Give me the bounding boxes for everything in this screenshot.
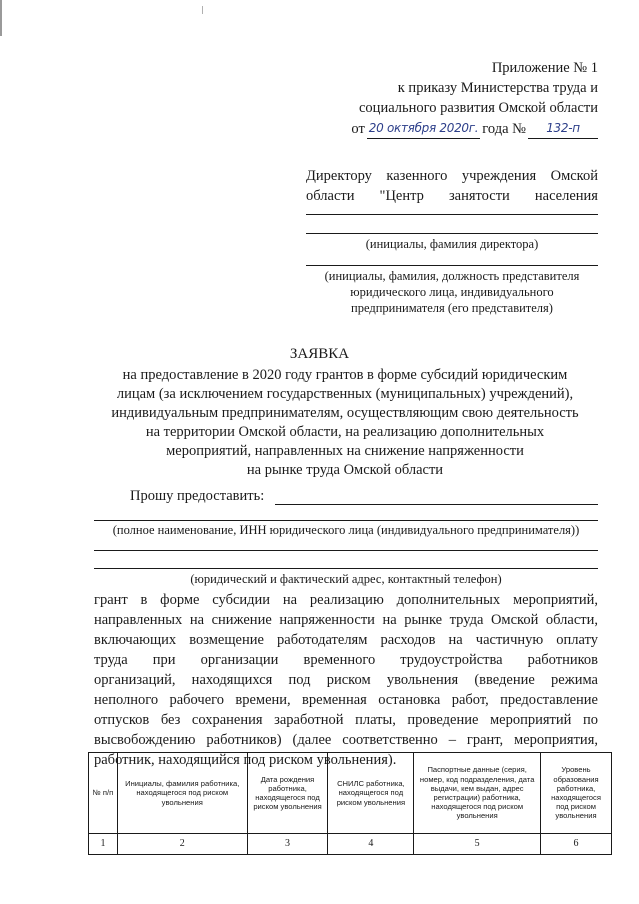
table-cell: 6 [541, 834, 612, 855]
subtitle-line: мероприятий, направленных на снижение напряженности [166, 443, 524, 459]
caption-line: предпринимателя (его представителя) [351, 301, 553, 315]
table-header-cell: СНИЛС работника, находящегося под риском увольнения [328, 753, 414, 834]
scan-edge-mark [0, 0, 2, 36]
scan-tick-mark [202, 6, 203, 14]
annex-title: Приложение № 1 [491, 60, 598, 76]
paragraph-line: грант в форме субсидии на реализацию дополнительных мероприятий, [94, 592, 598, 608]
addressee-word: занятости [448, 188, 510, 204]
paragraph-line: организаций, находящихся под риском увольнения (введение режима [94, 672, 598, 688]
table-header-cell: Дата рождения работника, находящегося под риском увольнения [247, 753, 328, 834]
paragraph-line: включающих возмещение работодателям расходов на частичную оплату [94, 632, 598, 648]
request-label: Прошу предоставить: [130, 488, 265, 504]
paragraph-line: неполного рабочего времени, временная остановка работ, предоставление [94, 692, 598, 708]
blank-line [94, 568, 598, 569]
blank-line [275, 504, 598, 505]
blank-line [94, 520, 598, 521]
blank-line [94, 550, 598, 551]
addressee-block [306, 166, 598, 206]
table-header-cell: Уровень образования работника, находящегося под риском увольнения [541, 753, 612, 834]
org-name-caption: (полное наименование, ИНН юридического лица (индивидуального предпринимателя)) [112, 523, 580, 537]
addressee-line-2 [306, 186, 598, 206]
paragraph-line: направленных на снижение напряженности на рынке труда Омской области, [94, 612, 598, 628]
blank-line [306, 233, 598, 234]
order-date-prefix: от [351, 121, 365, 137]
handwritten-order-number: 132-п [528, 118, 598, 139]
addressee-word: населения [534, 188, 598, 204]
handwritten-date: 20 октября 2020г. [367, 118, 481, 139]
paragraph-line: высвобождению работников) (далее соответственно – грант, мероприятия, [94, 732, 598, 748]
workers-table [88, 752, 612, 855]
annex-block [300, 58, 598, 139]
caption-line: юридического лица, индивидуального [350, 285, 554, 299]
representative-caption [306, 268, 598, 316]
order-date-line [300, 118, 598, 139]
addressee-word: "Центр [379, 188, 424, 204]
table-cell: 3 [247, 834, 328, 855]
grant-paragraph [94, 590, 598, 770]
blank-line [306, 265, 598, 266]
paragraph-line: работник, находящийся под риском увольнения). [94, 752, 397, 768]
subtitle-line: индивидуальным предпринимателям, осуществляющим свою деятельность [111, 405, 579, 421]
document-subtitle [90, 366, 600, 480]
table-row [89, 834, 612, 855]
subtitle-line: на предоставление в 2020 году грантов в форме субсидий юридическим [122, 367, 568, 383]
table-header-row [89, 753, 612, 834]
paragraph-line: труда при организации временного трудоустройства работников [94, 652, 598, 668]
addressee-word: области [306, 188, 355, 204]
table-header-cell: Инициалы, фамилия работника, находящегося под риском увольнения [117, 753, 247, 834]
order-number-label: года № [482, 121, 526, 137]
director-name-caption: (инициалы, фамилия директора) [365, 237, 539, 251]
annex-order-ref: к приказу Министерства труда и [397, 80, 598, 96]
paragraph-line: отпусков без сохранения заработной платы, проведение мероприятий по [94, 712, 598, 728]
annex-ministry: социального развития Омской области [359, 100, 598, 116]
table-cell: 4 [328, 834, 414, 855]
table-header-cell: Паспортные данные (серия, номер, код подразделения, дата выдачи, кем выдан, адрес регистрации) работника, находящегося под риском увольнения [414, 753, 541, 834]
table-cell: 1 [89, 834, 118, 855]
subtitle-line: на территории Омской области, на реализацию дополнительных [145, 424, 545, 440]
table-cell: 2 [117, 834, 247, 855]
addressee-line-1: Директору казенного учреждения Омской [306, 168, 598, 184]
subtitle-line: на рынке труда Омской области [246, 462, 444, 478]
address-caption: (юридический и фактический адрес, контактный телефон) [190, 572, 502, 586]
subtitle-line: лицам (за исключением государственных (муниципальных) учреждений), [116, 386, 574, 402]
caption-line: (инициалы, фамилия, должность представителя [324, 269, 580, 283]
blank-line [306, 214, 598, 215]
table-header-cell: № п/п [89, 753, 118, 834]
table-cell: 5 [414, 834, 541, 855]
document-title: ЗАЯВКА [289, 346, 350, 362]
